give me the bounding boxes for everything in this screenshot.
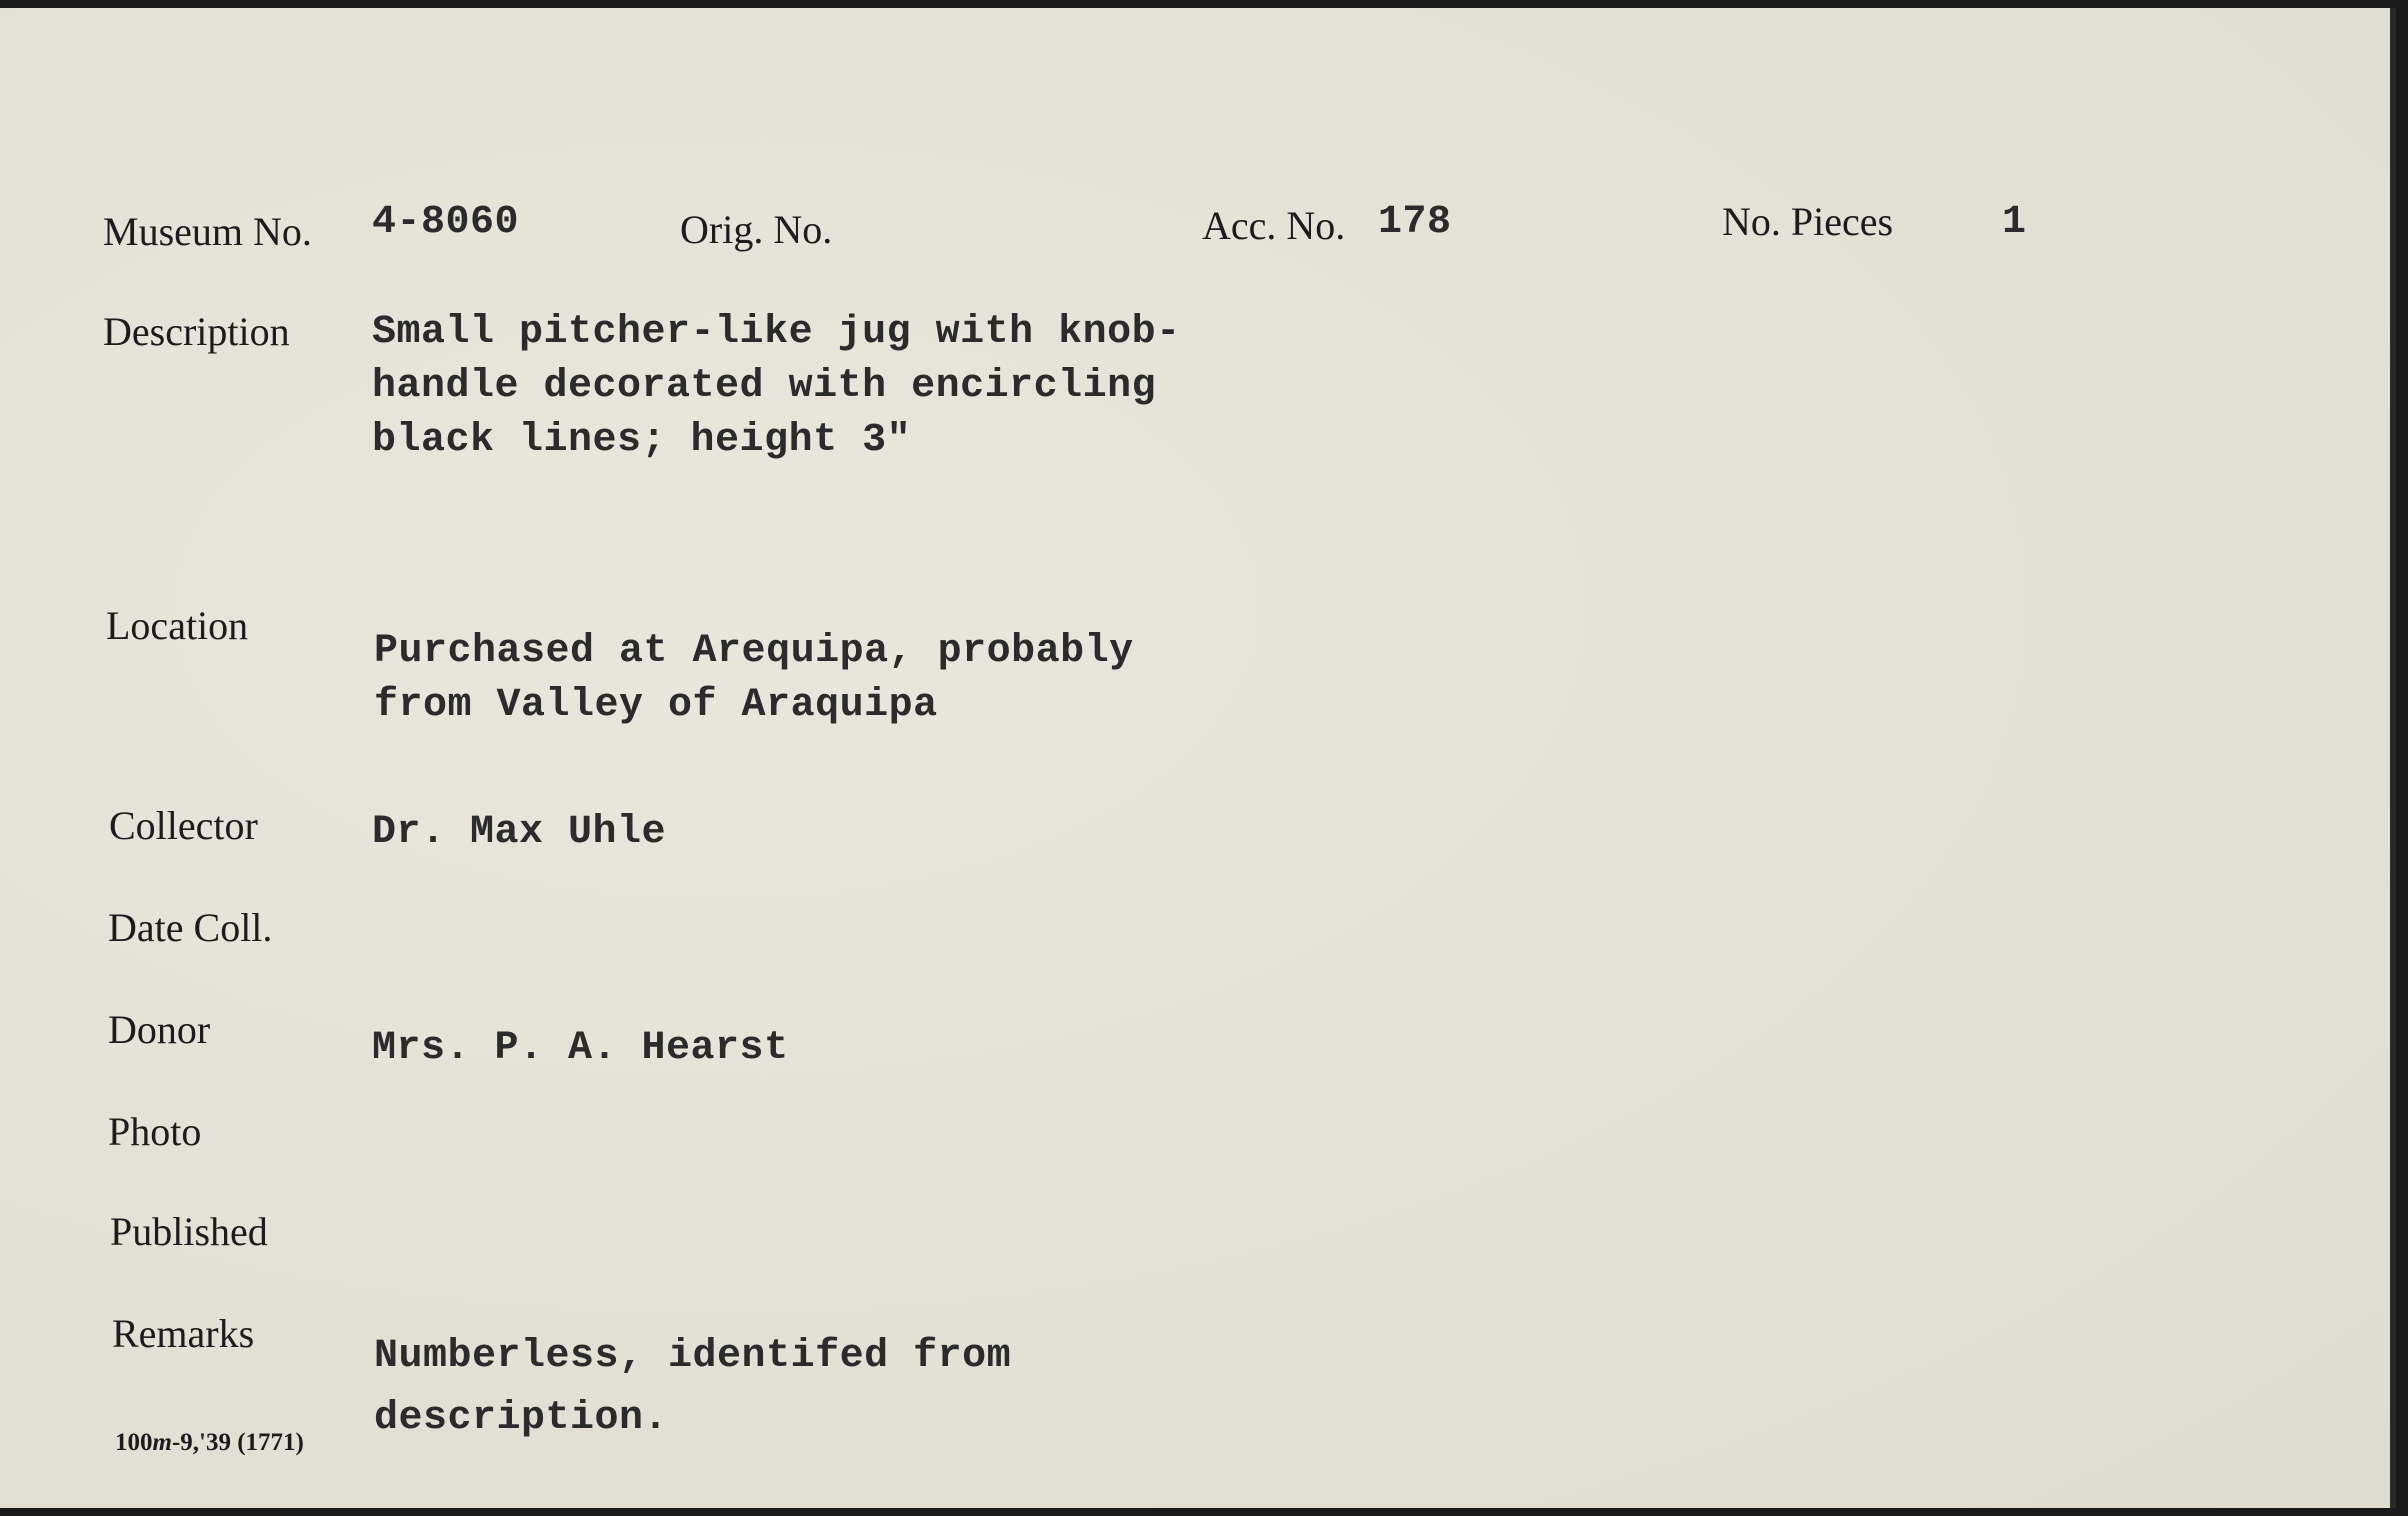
description-line: handle decorated with encircling [372,364,1157,409]
donor-label: Donor [108,1007,211,1052]
print-code-prefix: 100 [115,1429,153,1456]
remarks-line: Numberless, identifed from [374,1334,1012,1379]
print-code [115,1430,304,1455]
print-code-suffix: -9,'39 (1771) [171,1429,304,1456]
catalog-card [0,8,2396,1508]
museum-no-value: 4-8060 [372,200,520,245]
description-line: black lines; height 3" [372,418,912,463]
description-text [372,306,1181,468]
location-text [374,625,1134,733]
remarks-line: description. [374,1396,669,1441]
no-pieces-label: No. Pieces [1722,199,1894,244]
location-line: Purchased at Arequipa, probably [374,629,1134,674]
location-label: Location [106,603,249,648]
remarks-label: Remarks [112,1311,255,1356]
acc-no-label: Acc. No. [1202,203,1346,248]
no-pieces-value: 1 [2002,200,2027,245]
collector-value: Dr. Max Uhle [372,810,667,855]
location-line: from Valley of Araquipa [374,683,938,728]
remarks-text [374,1326,1011,1450]
description-label: Description [103,309,290,354]
orig-no-label: Orig. No. [680,207,833,252]
donor-value: Mrs. P. A. Hearst [372,1026,789,1071]
description-line: Small pitcher-like jug with knob- [372,310,1181,355]
museum-no-label: Museum No. [103,209,312,254]
print-code-italic: m [152,1429,172,1456]
published-label: Published [110,1209,268,1254]
photo-label: Photo [108,1109,202,1154]
collector-label: Collector [109,803,258,848]
acc-no-value: 178 [1378,200,1452,245]
date-coll-label: Date Coll. [108,905,273,950]
